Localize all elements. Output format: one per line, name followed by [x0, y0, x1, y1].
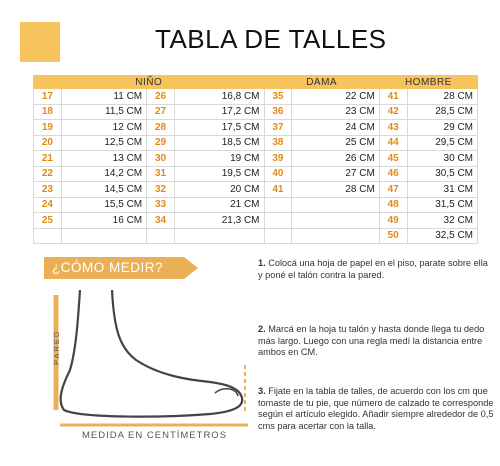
size-number-cell: 48: [379, 197, 407, 213]
table-row: [34, 182, 478, 198]
size-cm-cell: 11 CM: [61, 89, 146, 105]
size-cm-cell: 32 CM: [407, 213, 477, 229]
size-cm-cell: 27 CM: [292, 166, 380, 182]
size-cm-cell: [292, 197, 380, 213]
size-table-body: [34, 89, 478, 244]
page-title: TABLA DE TALLES: [155, 24, 387, 54]
size-cm-cell: 32,5 CM: [407, 228, 477, 244]
size-cm-cell: 24 CM: [292, 120, 380, 136]
step-number: 1.: [258, 258, 266, 268]
size-number-cell: 46: [379, 166, 407, 182]
size-number-cell: 38: [264, 135, 292, 151]
foot-outline: [61, 290, 243, 417]
size-cm-cell: 17,5 CM: [174, 120, 264, 136]
step-number: 3.: [258, 386, 266, 396]
how-to-measure-banner: ¿CÓMO MEDIR?: [44, 257, 184, 279]
size-number-cell: [34, 228, 62, 244]
size-number-cell: 43: [379, 120, 407, 136]
size-cm-cell: 21 CM: [174, 197, 264, 213]
size-number-cell: [264, 197, 292, 213]
size-number-cell: 17: [34, 89, 62, 105]
size-cm-cell: [292, 228, 380, 244]
size-number-cell: 33: [147, 197, 175, 213]
size-cm-cell: 21,3 CM: [174, 213, 264, 229]
step-text: Colocá una hoja de papel en el piso, parate sobre ella y poné el talón contra la pared.: [258, 258, 488, 280]
size-cm-cell: 26 CM: [292, 151, 380, 167]
size-cm-cell: 11,5 CM: [61, 104, 146, 120]
size-cm-cell: 29,5 CM: [407, 135, 477, 151]
size-cm-cell: 15,5 CM: [61, 197, 146, 213]
size-cm-cell: 16 CM: [61, 213, 146, 229]
size-number-cell: 32: [147, 182, 175, 198]
size-number-cell: 20: [34, 135, 62, 151]
table-row: [34, 120, 478, 136]
size-cm-cell: [174, 228, 264, 244]
header-nino: NIÑO: [34, 76, 265, 89]
size-table: [33, 75, 478, 244]
size-number-cell: 27: [147, 104, 175, 120]
size-cm-cell: 14,5 CM: [61, 182, 146, 198]
header-hombre: HOMBRE: [379, 76, 477, 89]
size-number-cell: 36: [264, 104, 292, 120]
size-cm-cell: 28 CM: [407, 89, 477, 105]
table-header-row: [34, 76, 478, 89]
size-number-cell: 18: [34, 104, 62, 120]
size-number-cell: 24: [34, 197, 62, 213]
table-row: [34, 104, 478, 120]
size-number-cell: 40: [264, 166, 292, 182]
size-cm-cell: 29 CM: [407, 120, 477, 136]
step-text: Marcá en la hoja tu talón y hasta donde llega tu dedo más largo. Luego con una regla medí la distancia entre ambos en CM.: [258, 324, 485, 357]
size-cm-cell: 14,2 CM: [61, 166, 146, 182]
size-cm-cell: 25 CM: [292, 135, 380, 151]
step-text: Fijate en la tabla de talles, de acuerdo con los cm que tomaste de tu pie, que número de calzado te corresponde según el artículo elegido. Añadir siempre alrededor de 0,5 cms para acertar con la talla.: [258, 386, 494, 431]
table-row: [34, 166, 478, 182]
size-number-cell: 30: [147, 151, 175, 167]
size-number-cell: 21: [34, 151, 62, 167]
size-cm-cell: 20 CM: [174, 182, 264, 198]
table-row: [34, 135, 478, 151]
foot-illustration: [40, 290, 250, 430]
size-cm-cell: 19,5 CM: [174, 166, 264, 182]
size-number-cell: [264, 213, 292, 229]
size-number-cell: 31: [147, 166, 175, 182]
size-cm-cell: 28,5 CM: [407, 104, 477, 120]
size-number-cell: 22: [34, 166, 62, 182]
wall-label: PARED: [52, 329, 61, 365]
header-dama: DAMA: [264, 76, 379, 89]
size-cm-cell: [61, 228, 146, 244]
size-number-cell: [147, 228, 175, 244]
step-1: [258, 258, 494, 281]
size-number-cell: 29: [147, 135, 175, 151]
size-number-cell: 35: [264, 89, 292, 105]
table-row: [34, 228, 478, 244]
step-2: [258, 324, 494, 359]
size-cm-cell: 19 CM: [174, 151, 264, 167]
size-number-cell: 41: [264, 182, 292, 198]
measure-label: MEDIDA EN CENTÍMETROS: [82, 430, 228, 441]
size-number-cell: 34: [147, 213, 175, 229]
size-cm-cell: [292, 213, 380, 229]
size-cm-cell: 30,5 CM: [407, 166, 477, 182]
size-cm-cell: 31 CM: [407, 182, 477, 198]
size-cm-cell: 17,2 CM: [174, 104, 264, 120]
size-number-cell: 42: [379, 104, 407, 120]
size-number-cell: 47: [379, 182, 407, 198]
brand-square: [20, 22, 60, 62]
size-cm-cell: 12 CM: [61, 120, 146, 136]
size-number-cell: [264, 228, 292, 244]
size-number-cell: 28: [147, 120, 175, 136]
size-number-cell: 26: [147, 89, 175, 105]
size-number-cell: 39: [264, 151, 292, 167]
size-number-cell: 50: [379, 228, 407, 244]
size-number-cell: 19: [34, 120, 62, 136]
size-cm-cell: 31,5 CM: [407, 197, 477, 213]
table-row: [34, 151, 478, 167]
size-cm-cell: 18,5 CM: [174, 135, 264, 151]
size-cm-cell: 13 CM: [61, 151, 146, 167]
table-row: [34, 89, 478, 105]
size-number-cell: 41: [379, 89, 407, 105]
table-row: [34, 213, 478, 229]
size-number-cell: 44: [379, 135, 407, 151]
size-number-cell: 25: [34, 213, 62, 229]
size-number-cell: 23: [34, 182, 62, 198]
size-number-cell: 37: [264, 120, 292, 136]
size-cm-cell: 16,8 CM: [174, 89, 264, 105]
step-number: 2.: [258, 324, 266, 334]
size-cm-cell: 28 CM: [292, 182, 380, 198]
size-number-cell: 45: [379, 151, 407, 167]
size-cm-cell: 22 CM: [292, 89, 380, 105]
size-cm-cell: 23 CM: [292, 104, 380, 120]
size-cm-cell: 12,5 CM: [61, 135, 146, 151]
size-number-cell: 49: [379, 213, 407, 229]
table-row: [34, 197, 478, 213]
size-cm-cell: 30 CM: [407, 151, 477, 167]
step-3: [258, 386, 494, 432]
